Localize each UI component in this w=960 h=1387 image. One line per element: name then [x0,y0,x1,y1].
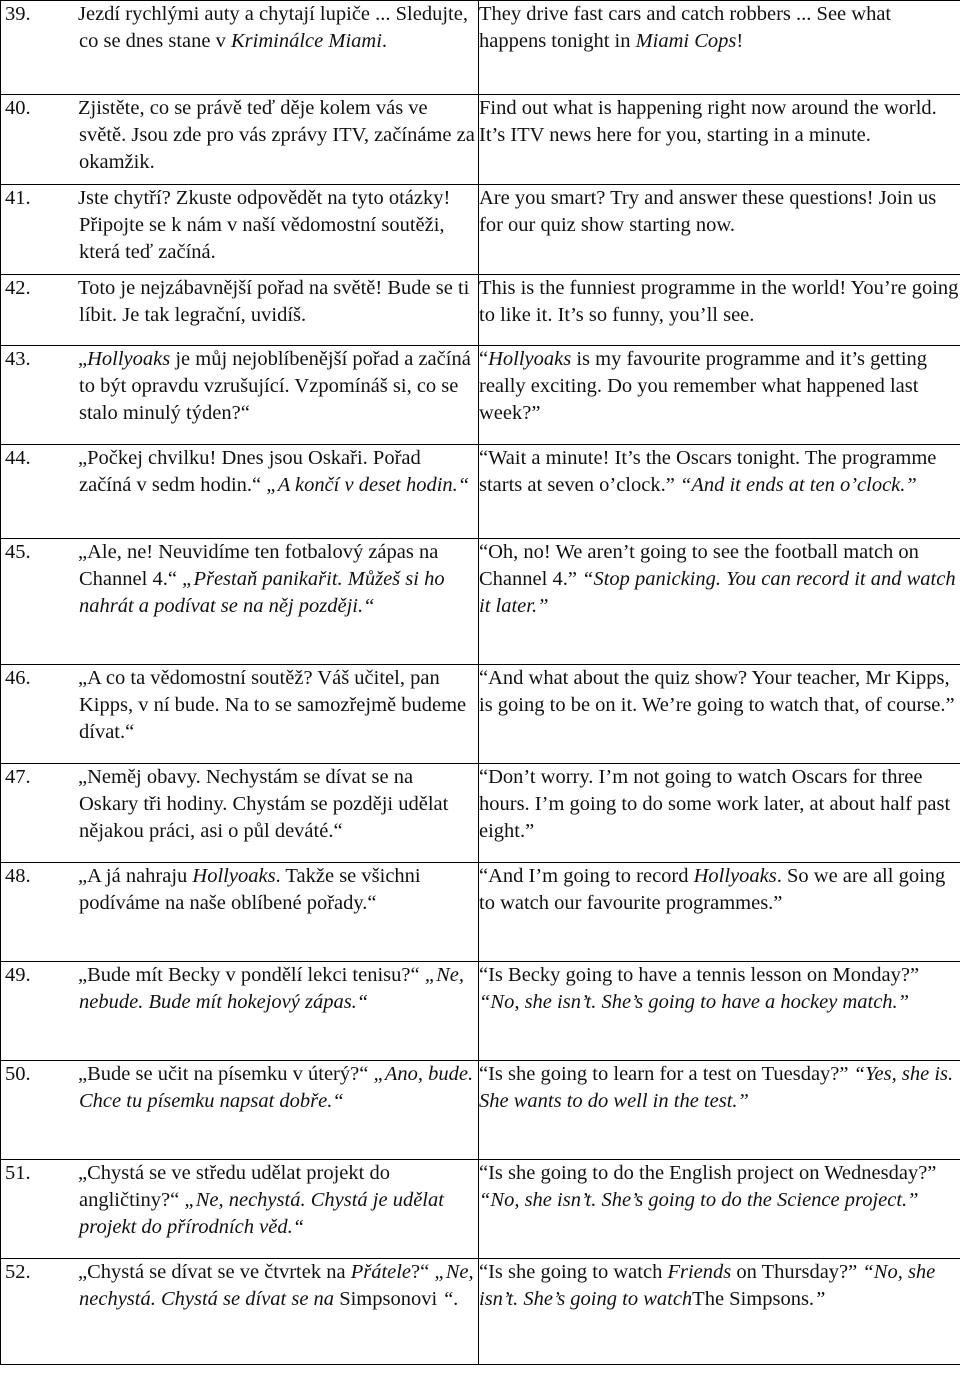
czech-cell [1,445,479,539]
czech-cell [1,1061,479,1160]
english-italic-text: ” [814,1288,826,1310]
czech-text: „Chystá se dívat se ve čtvrtek na [78,1261,351,1283]
english-sentence [479,445,960,499]
english-italic-text: “Stop panicking. You can record it and watch it later.” [479,568,956,617]
czech-sentence [1,346,476,427]
item-number: 49. [5,964,31,986]
czech-cell [1,185,479,275]
czech-text: „Bude se učit na písemku v úterý?“ [78,1063,374,1085]
translation-row [1,275,960,346]
item-number: 39. [5,3,31,25]
translation-row [1,962,960,1061]
english-text: “Is she going to watch [479,1261,668,1283]
english-cell [479,275,960,346]
czech-text: Jste chytří? Zkuste odpovědět na tyto otázky! Připojte se k nám v naší vědomostní soutěži, která teď začíná. [78,187,451,263]
english-sentence [479,863,960,917]
translation-row [1,95,960,185]
translation-row [1,665,960,764]
czech-text: . Takže se všichni podíváme na naše oblíbené pořady.“ [79,865,421,914]
item-number: 47. [5,766,31,788]
czech-italic-text: Hollyoaks [87,348,171,370]
czech-italic-text: „Ano, bude. Chce tu písemku napsat dobře.“ [79,1063,474,1112]
czech-italic-text: Hollyoaks [192,865,276,887]
czech-sentence [1,185,476,266]
czech-italic-text: Přátele [350,1261,412,1283]
english-italic-text: Hollyoaks [693,865,777,887]
english-italic-text: Miami Cops [635,30,737,52]
english-text: . So we are all going to watch our favourite programmes.” [479,865,946,914]
czech-cell [1,539,479,665]
english-sentence [479,962,960,1016]
english-text: “Oh, no! We aren’t going to see the football match on Channel 4.” [479,541,919,590]
czech-italic-text: „Ne, nechystá. Chystá je udělat projekt do přírodních věd.“ [79,1189,444,1238]
czech-cell [1,1259,479,1365]
czech-sentence [1,275,476,329]
english-text: “Wait a minute! It’s the Oscars tonight. The programme starts at seven o’clock.” [479,447,937,496]
item-number: 51. [5,1162,31,1184]
czech-text: Toto je nejzábavnější pořad na světě! Bude se ti líbit. Je tak legrační, uvidíš. [78,277,470,326]
czech-cell [1,275,479,346]
czech-text: Simpsonovi [334,1288,443,1310]
translation-row [1,445,960,539]
english-text: “Is Becky going to have a tennis lesson on Monday?” [479,964,920,986]
czech-sentence [1,764,476,845]
english-cell [479,539,960,665]
item-number: 50. [5,1063,31,1085]
english-italic-text: “Yes, she is. She wants to do well in the test.” [479,1063,954,1112]
czech-text: Zjistěte, co se právě teď děje kolem vás ve světě. Jsou zde pro vás zprávy ITV, začínáme za okamžik. [78,97,475,173]
czech-cell [1,1,479,95]
czech-text: „Chystá se ve středu udělat projekt do angličtiny?“ [78,1162,390,1211]
item-number: 43. [5,348,31,370]
english-text: on Thursday?” [731,1261,863,1283]
czech-text: „Neměj obavy. Nechystám se dívat se na Oskary tři hodiny. Chystám se později udělat nějakou práci, asi o půl deváté.“ [78,766,449,842]
item-number: 45. [5,541,31,563]
english-cell [479,185,960,275]
czech-text: „Počkej chvilku! Dnes jsou Oskaři. Pořad začíná v sedm hodin.“ [78,447,421,496]
czech-text: „Ale, ne! Neuvidíme ten fotbalový zápas na Channel 4.“ [78,541,439,590]
english-text: This is the funniest programme in the world! You’re going to like it. It’s so funny, you’ll see. [479,277,959,326]
english-cell [479,346,960,445]
item-number: 46. [5,667,31,689]
czech-text: je můj nejoblíbenější pořad a začíná to být opravdu vzrušující. Vzpomínáš si, co se stalo minulý týden?“ [79,348,471,424]
english-text: “Is she going to learn for a test on Tuesday?” [479,1063,854,1085]
translation-row [1,1259,960,1365]
english-text: ! [736,30,744,52]
english-italic-text: Friends [667,1261,732,1283]
english-text: The Simpsons. [692,1288,815,1310]
item-number: 41. [5,187,31,209]
english-cell [479,1,960,95]
translation-row [1,539,960,665]
english-sentence [479,185,960,239]
czech-sentence [1,1160,476,1241]
czech-text: „A já nahraju [78,865,193,887]
czech-text: „ [78,348,88,370]
czech-italic-text: „Ne, nebude. Bude mít hokejový zápas.“ [79,964,465,1013]
czech-cell [1,764,479,863]
english-italic-text: “And it ends at ten o’clock.” [679,474,917,496]
english-sentence [479,764,960,845]
english-sentence [479,346,960,427]
translation-row [1,764,960,863]
item-number: 52. [5,1261,31,1283]
czech-sentence [1,863,476,917]
english-sentence [479,665,960,719]
czech-sentence [1,1,476,55]
czech-italic-text: „A končí v deset hodin.“ [266,474,470,496]
english-italic-text: Hollyoaks [488,348,572,370]
item-number: 48. [5,865,31,887]
english-italic-text: “No, she isn’t. She’s going to watch [479,1261,936,1310]
czech-sentence [1,1259,476,1313]
english-sentence [479,1061,960,1115]
translation-row [1,1061,960,1160]
czech-cell [1,346,479,445]
czech-text: „Bude mít Becky v pondělí lekci tenisu?“ [78,964,425,986]
translation-row [1,863,960,962]
czech-sentence [1,665,476,746]
english-cell [479,863,960,962]
czech-text: . [381,30,388,52]
czech-cell [1,665,479,764]
english-text: They drive fast cars and catch robbers ... See what happens tonight in [479,3,892,52]
english-italic-text: “No, she isn’t. She’s going to do the Science project.” [479,1189,919,1211]
czech-italic-text: „Přestaň panikařit. Můžeš si ho nahrát a podívat se na něj později.“ [79,568,445,617]
english-sentence [479,95,960,149]
translation-row [1,1160,960,1259]
czech-italic-text: „Ne, nechystá. Chystá se dívat se na [79,1261,474,1310]
translation-row [1,185,960,275]
english-text: “ [479,348,489,370]
translation-rows [1,1,960,1365]
english-text: “Don’t worry. I’m not going to watch Oscars for three hours. I’m going to do some work later, at about half past eight.” [479,766,951,842]
czech-italic-text: Kriminálce Miami [231,30,382,52]
english-sentence [479,1,960,55]
english-cell [479,1160,960,1259]
english-text: Find out what is happening right now around the world. It’s ITV news here for you, starting in a minute. [479,97,937,146]
item-number: 42. [5,277,31,299]
english-cell [479,665,960,764]
czech-sentence [1,95,476,176]
item-number: 44. [5,447,31,469]
english-sentence [479,539,960,620]
english-cell [479,95,960,185]
english-italic-text: “No, she isn’t. She’s going to have a hockey match.” [479,991,910,1013]
czech-sentence [1,1061,476,1115]
translation-row [1,346,960,445]
english-sentence [479,1259,960,1313]
item-number: 40. [5,97,31,119]
czech-cell [1,863,479,962]
czech-text: Jezdí rychlými auty a chytají lupiče ... Sledujte, co se dnes stane v [78,3,468,52]
czech-italic-text: “. [442,1288,459,1310]
czech-sentence [1,445,476,499]
czech-text: „A co ta vědomostní soutěž? Váš učitel, pan Kipps, v ní bude. Na to se samozřejmě budeme dívat.“ [78,667,467,743]
english-sentence [479,1160,960,1214]
english-cell [479,962,960,1061]
english-text: “And what about the quiz show? Your teacher, Mr Kipps, is going to be on it. We’re going to watch that, of course.” [479,667,955,716]
english-cell [479,1259,960,1365]
czech-cell [1,962,479,1061]
english-sentence [479,275,960,329]
english-text: “And I’m going to record [479,865,694,887]
english-cell [479,445,960,539]
english-cell [479,764,960,863]
czech-sentence [1,962,476,1016]
czech-text: ?“ [411,1261,435,1283]
english-cell [479,1061,960,1160]
english-text: is my favourite programme and it’s getting really exciting. Do you remember what happened last week?” [479,348,928,424]
english-text: “Is she going to do the English project on Wednesday?” [479,1162,937,1184]
czech-cell [1,1160,479,1259]
translation-row [1,1,960,95]
czech-sentence [1,539,476,620]
english-text: Are you smart? Try and answer these questions! Join us for our quiz show starting now. [479,187,937,236]
czech-cell [1,95,479,185]
